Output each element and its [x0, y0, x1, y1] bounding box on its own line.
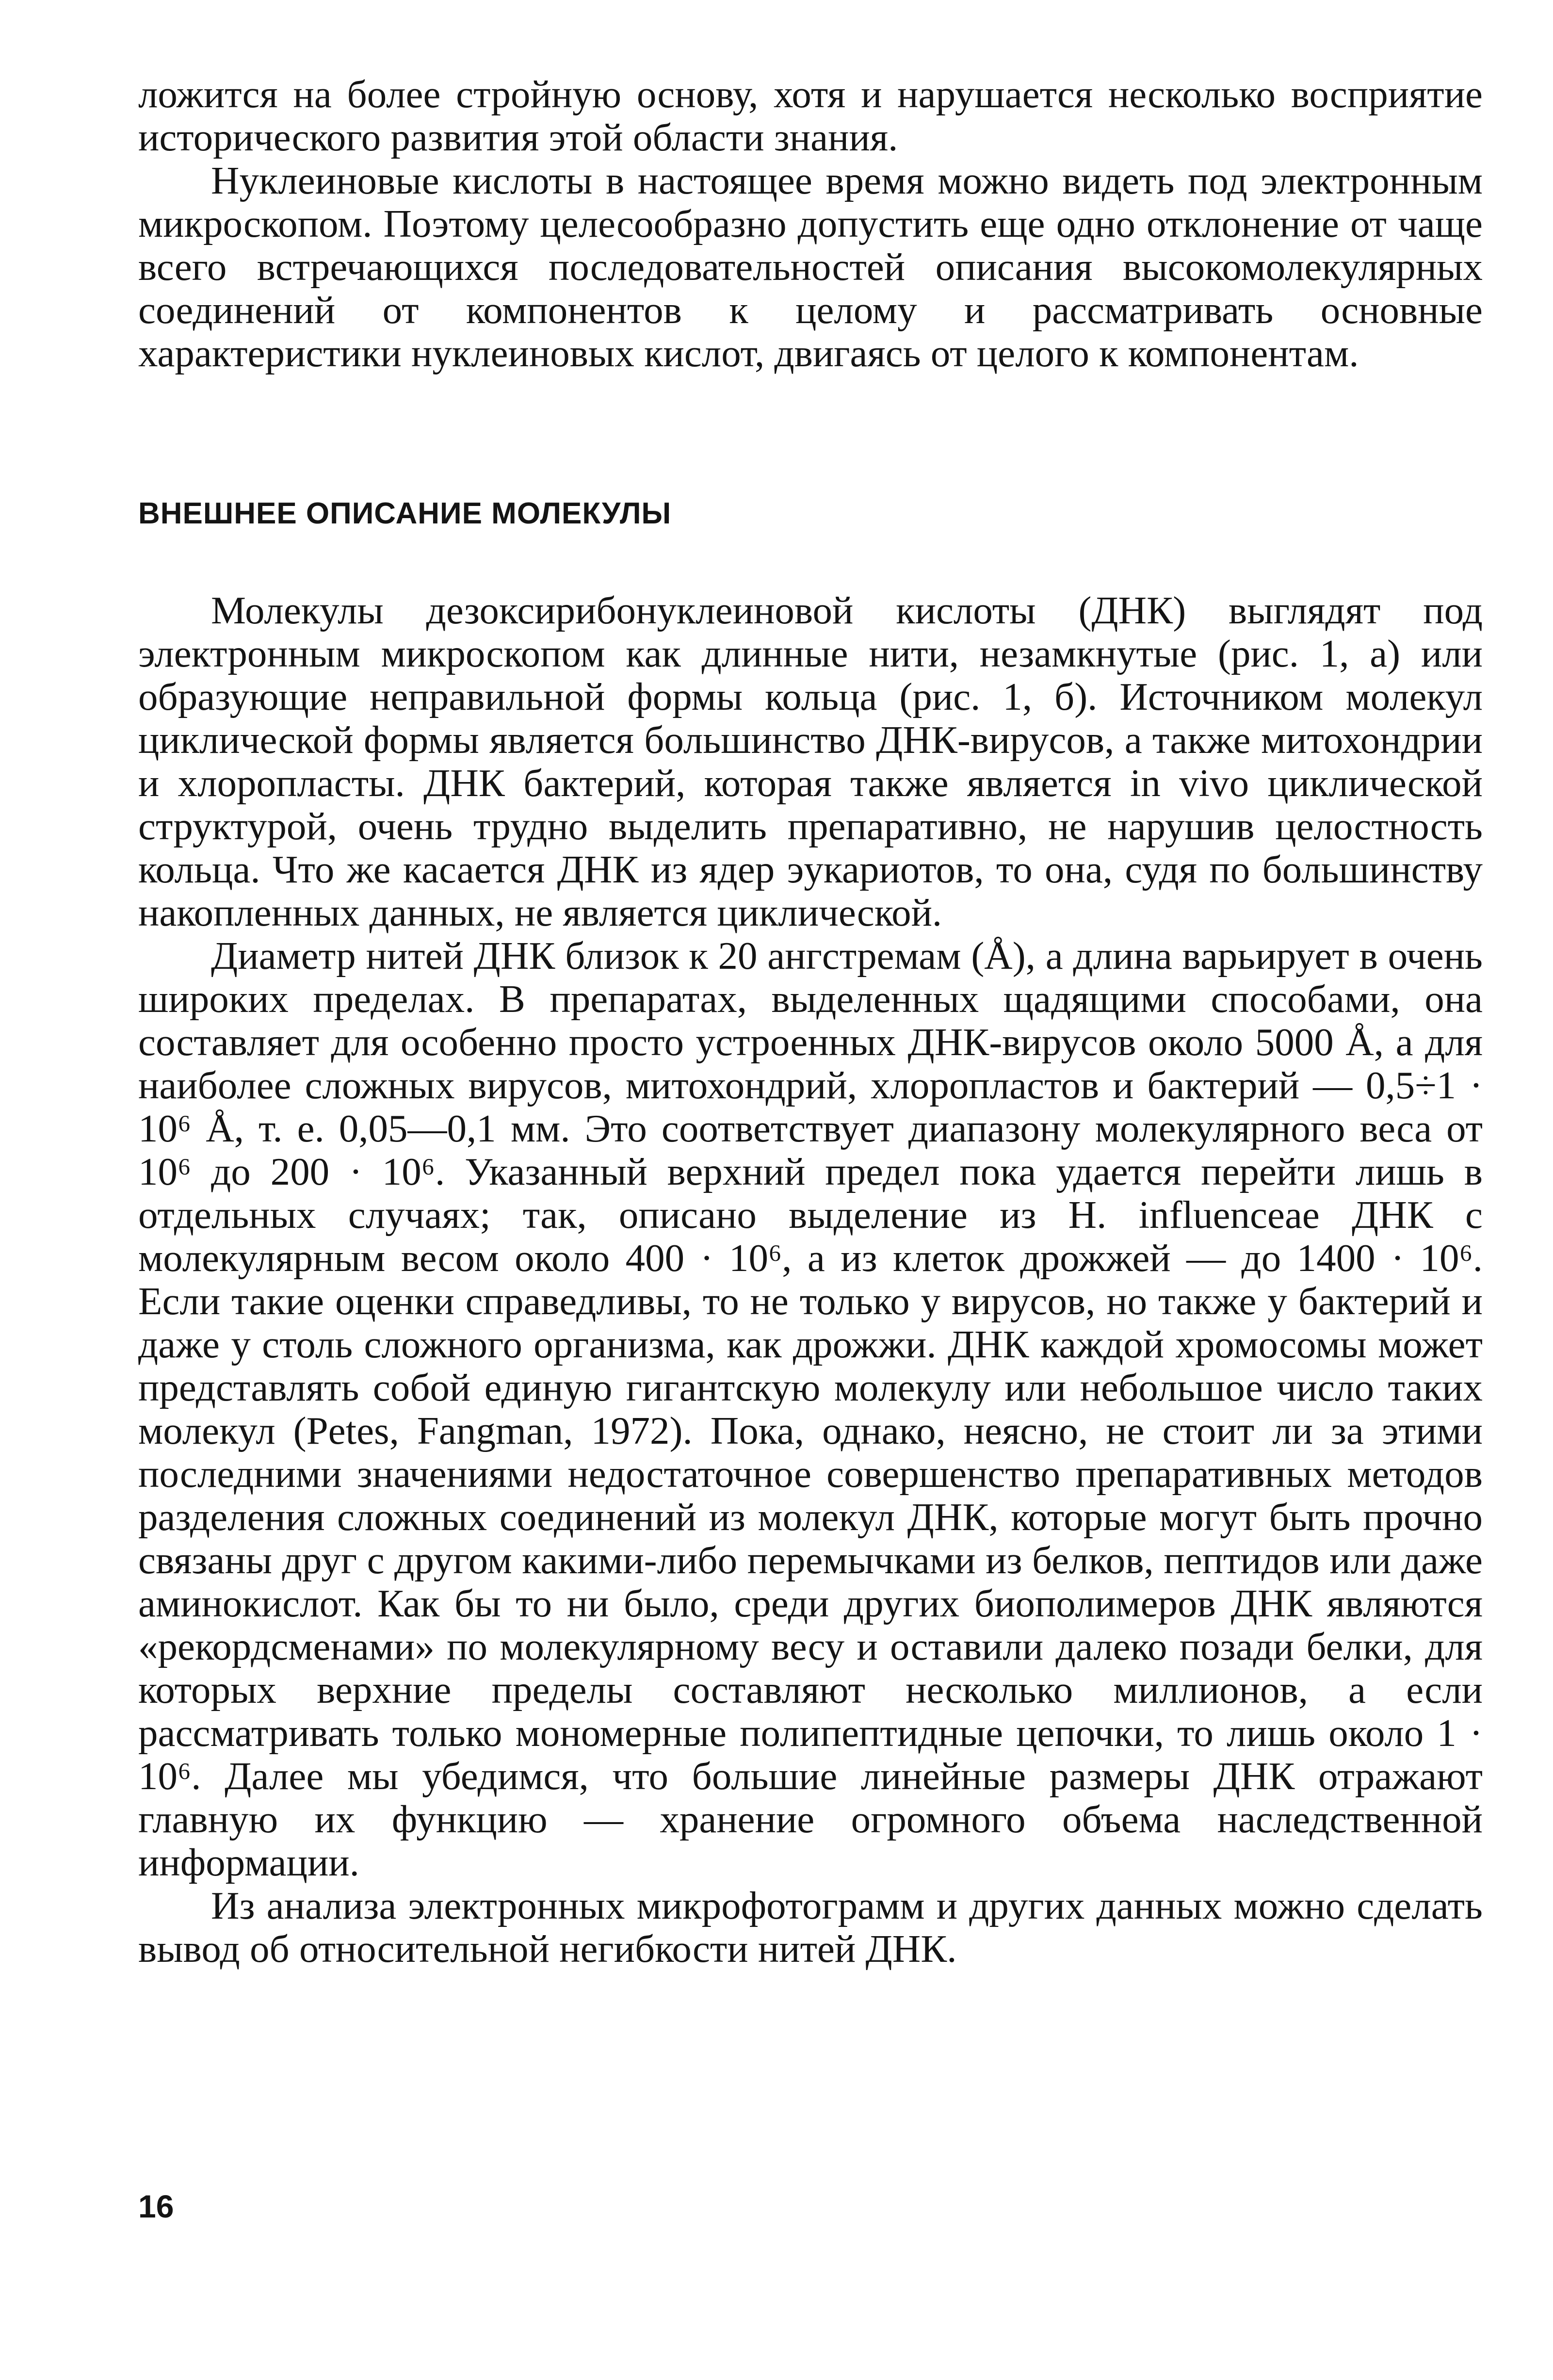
section-heading: ВНЕШНЕЕ ОПИСАНИЕ МОЛЕКУЛЫ — [138, 497, 672, 530]
paragraph-dna-diameter: Диаметр нитей ДНК близок к 20 ангстремам (Å), а длина варьирует в очень широких пределах. В препаратах, выделенных щадящими способами, она составляет для особенно просто устроенных ДНК-вирусов около 5000 Å, а для наиболее сложных вирусов, митохондрий, хлоропластов и бактерий — 0,5÷1 · 10⁶ Å, т. е. 0,05—0,1 мм. Это соответствует диапазону молекулярного веса от 10⁶ до 200 · 10⁶. Указанный верхний предел пока удается перейти лишь в отдельных случаях; так, описано выделение из H. influenceae ДНК с молекулярным весом около 400 · 10⁶, а из клеток дрожжей — до 1400 · 10⁶. Если такие оценки справедливы, то не только у вирусов, но также у бактерий и даже у столь сложного организма, как дрожжи. ДНК каждой хромосомы может представлять собой единую гигантскую молекулу или небольшое число таких молекул (Petes, Fangman, 1972). Пока, однако, неясно, не стоит ли за этими последними значениями недостаточное совершенство препаративных методов разделения сложных соединений из молекул ДНК, которые могут быть прочно связаны друг с другом какими-либо перемычками из белков, пептидов или даже аминокислот. Как бы то ни было, среди других биополимеров ДНК являются «рекордсменами» по молекулярному весу и оставили далеко позади белки, для которых верхние пределы составляют несколько миллионов, а если рассматривать только мономерные полипептидные цепочки, то лишь около 1 · 10⁶. Далее мы убедимся, что большие линейные размеры ДНК отражают главную их функцию — хранение огромного объема наследственной информации. — [138, 934, 1483, 1884]
paragraph-dna-molecules: Молекулы дезоксирибонуклеиновой кислоты (ДНК) выглядят под электронным микроскопом как длинные нити, незамкнутые (рис. 1, а) или образующие неправильной формы кольца (рис. 1, б). Источником молекул циклической формы является большинство ДНК-вирусов, а также митохондрии и хлоропласты. ДНК бактерий, которая также является in vivo циклической структурой, очень трудно выделить препаративно, не нарушив целостность кольца. Что же касается ДНК из ядер эукариотов, то она, судя по большинству накопленных данных, не является циклической. — [138, 588, 1483, 934]
paragraph-intro-continuation: ложится на более стройную основу, хотя и нарушается несколько восприятие исторического развития этой области знания. — [138, 72, 1483, 159]
page-number: 16 — [138, 2188, 174, 2224]
page-body — [138, 73, 1483, 1971]
paragraph-intro-electron-microscope: Нуклеиновые кислоты в настоящее время можно видеть под электронным микроскопом. Поэтому целесообразно допустить еще одно отклонение от чаще всего встречающихся последовательностей описания высокомолекулярных соединений от компонентов к целому и рассматривать основные характеристики нуклеиновых кислот, двигаясь от целого к компонентам. — [138, 159, 1483, 375]
paragraph-electron-micrographs: Из анализа электронных микрофотограмм и других данных можно сделать вывод об относительной негибкости нитей ДНК. — [138, 1884, 1483, 1971]
